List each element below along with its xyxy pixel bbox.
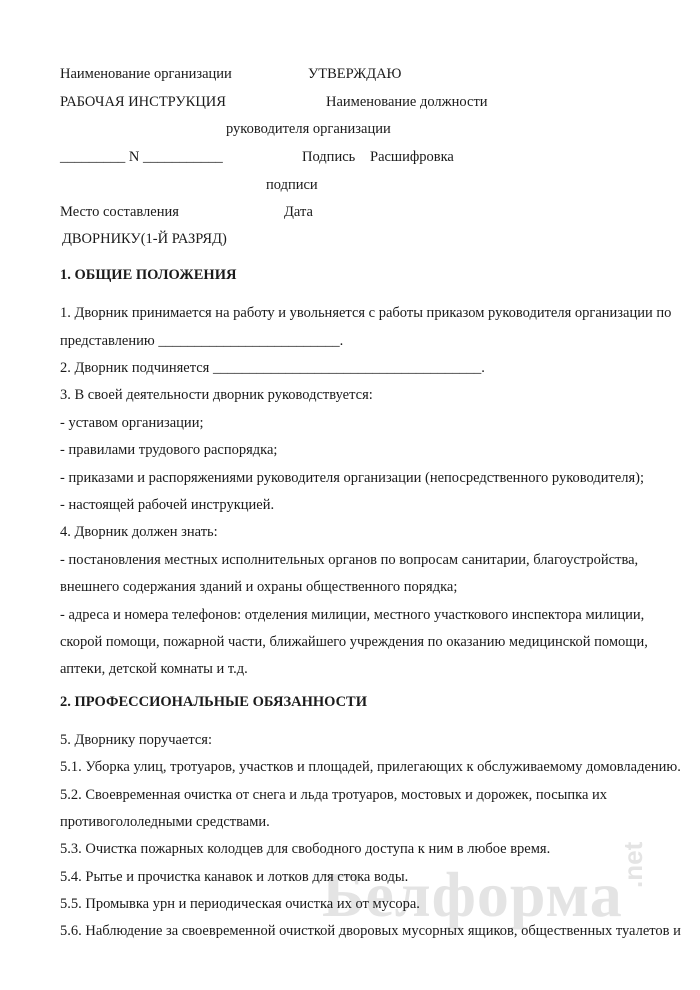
section2-heading: 2. ПРОФЕССИОНАЛЬНЫЕ ОБЯЗАННОСТИ <box>60 694 367 710</box>
section1-line: скорой помощи, пожарной части, ближайшего учреждения по оказанию медицинской помощи, <box>60 634 648 650</box>
head-of-org: руководителя организации <box>226 121 391 137</box>
section2-line: 5.5. Промывка урн и периодическая очистка их от мусора. <box>60 896 420 912</box>
doc-title: ДВОРНИКУ(1-Й РАЗРЯД) <box>62 231 227 247</box>
section2-line: противогололедными средствами. <box>60 814 270 830</box>
section1-line: - приказами и распоряжениями руководителя организации (непосредственного руководителя); <box>60 470 645 486</box>
section2-line: 5. Дворнику поручается: <box>60 732 213 748</box>
section1-line: внешнего содержания зданий и охраны общественного порядка; <box>60 579 458 595</box>
section2-line: 5.3. Очистка пожарных колодцев для свободного доступа к ним в любое время. <box>60 841 551 857</box>
section1-line: - постановления местных исполнительных органов по вопросам санитарии, благоустройства, <box>60 552 639 568</box>
section1-line: 4. Дворник должен знать: <box>60 524 218 540</box>
approve-label: УТВЕРЖДАЮ <box>308 66 402 82</box>
section1-line: - настоящей рабочей инструкцией. <box>60 497 275 513</box>
section1-line: 1. Дворник принимается на работу и увольняется с работы приказом руководителя организации по <box>60 305 672 321</box>
section1-line: представлению _________________________. <box>60 333 344 349</box>
section2-line: 5.6. Наблюдение за своевременной очисткой дворовых мусорных ящиков, общественных туалетов и <box>60 923 681 939</box>
date-label: Дата <box>284 204 313 220</box>
watermark-brand: Белформа <box>322 859 623 930</box>
section2-line: 5.2. Своевременная очистка от снега и льда тротуаров, мостовых и дорожек, посыпка их <box>60 787 608 803</box>
section1-line: - адреса и номера телефонов: отделения милиции, местного участкового инспектора милиции, <box>60 607 645 623</box>
signature-label: Подпись <box>302 149 356 165</box>
section1-line: 3. В своей деятельности дворник руководствуется: <box>60 387 373 403</box>
number-line: _________ N ___________ <box>60 149 223 165</box>
section2-line: 5.4. Рытье и прочистка канавок и лотков для стока воды. <box>60 869 409 885</box>
org-name: Наименование организации <box>60 66 232 82</box>
doc-type: РАБОЧАЯ ИНСТРУКЦИЯ <box>60 94 226 110</box>
section1-line: - правилами трудового распорядка; <box>60 442 278 458</box>
place-label: Место составления <box>60 204 179 220</box>
signature-caption: подписи <box>266 177 318 193</box>
section2-line: 5.1. Уборка улиц, тротуаров, участков и площадей, прилегающих к обслуживаемому домовладению. <box>60 759 681 775</box>
watermark-suffix: .net <box>618 841 648 888</box>
section1-line: - уставом организации; <box>60 415 204 431</box>
section1-line: 2. Дворник подчиняется _____________________________________. <box>60 360 485 376</box>
section1-heading: 1. ОБЩИЕ ПОЛОЖЕНИЯ <box>60 267 237 283</box>
section1-line: аптеки, детской комнаты и т.д. <box>60 661 248 677</box>
decoding-label: Расшифровка <box>370 149 454 165</box>
position-name: Наименование должности <box>326 94 488 110</box>
